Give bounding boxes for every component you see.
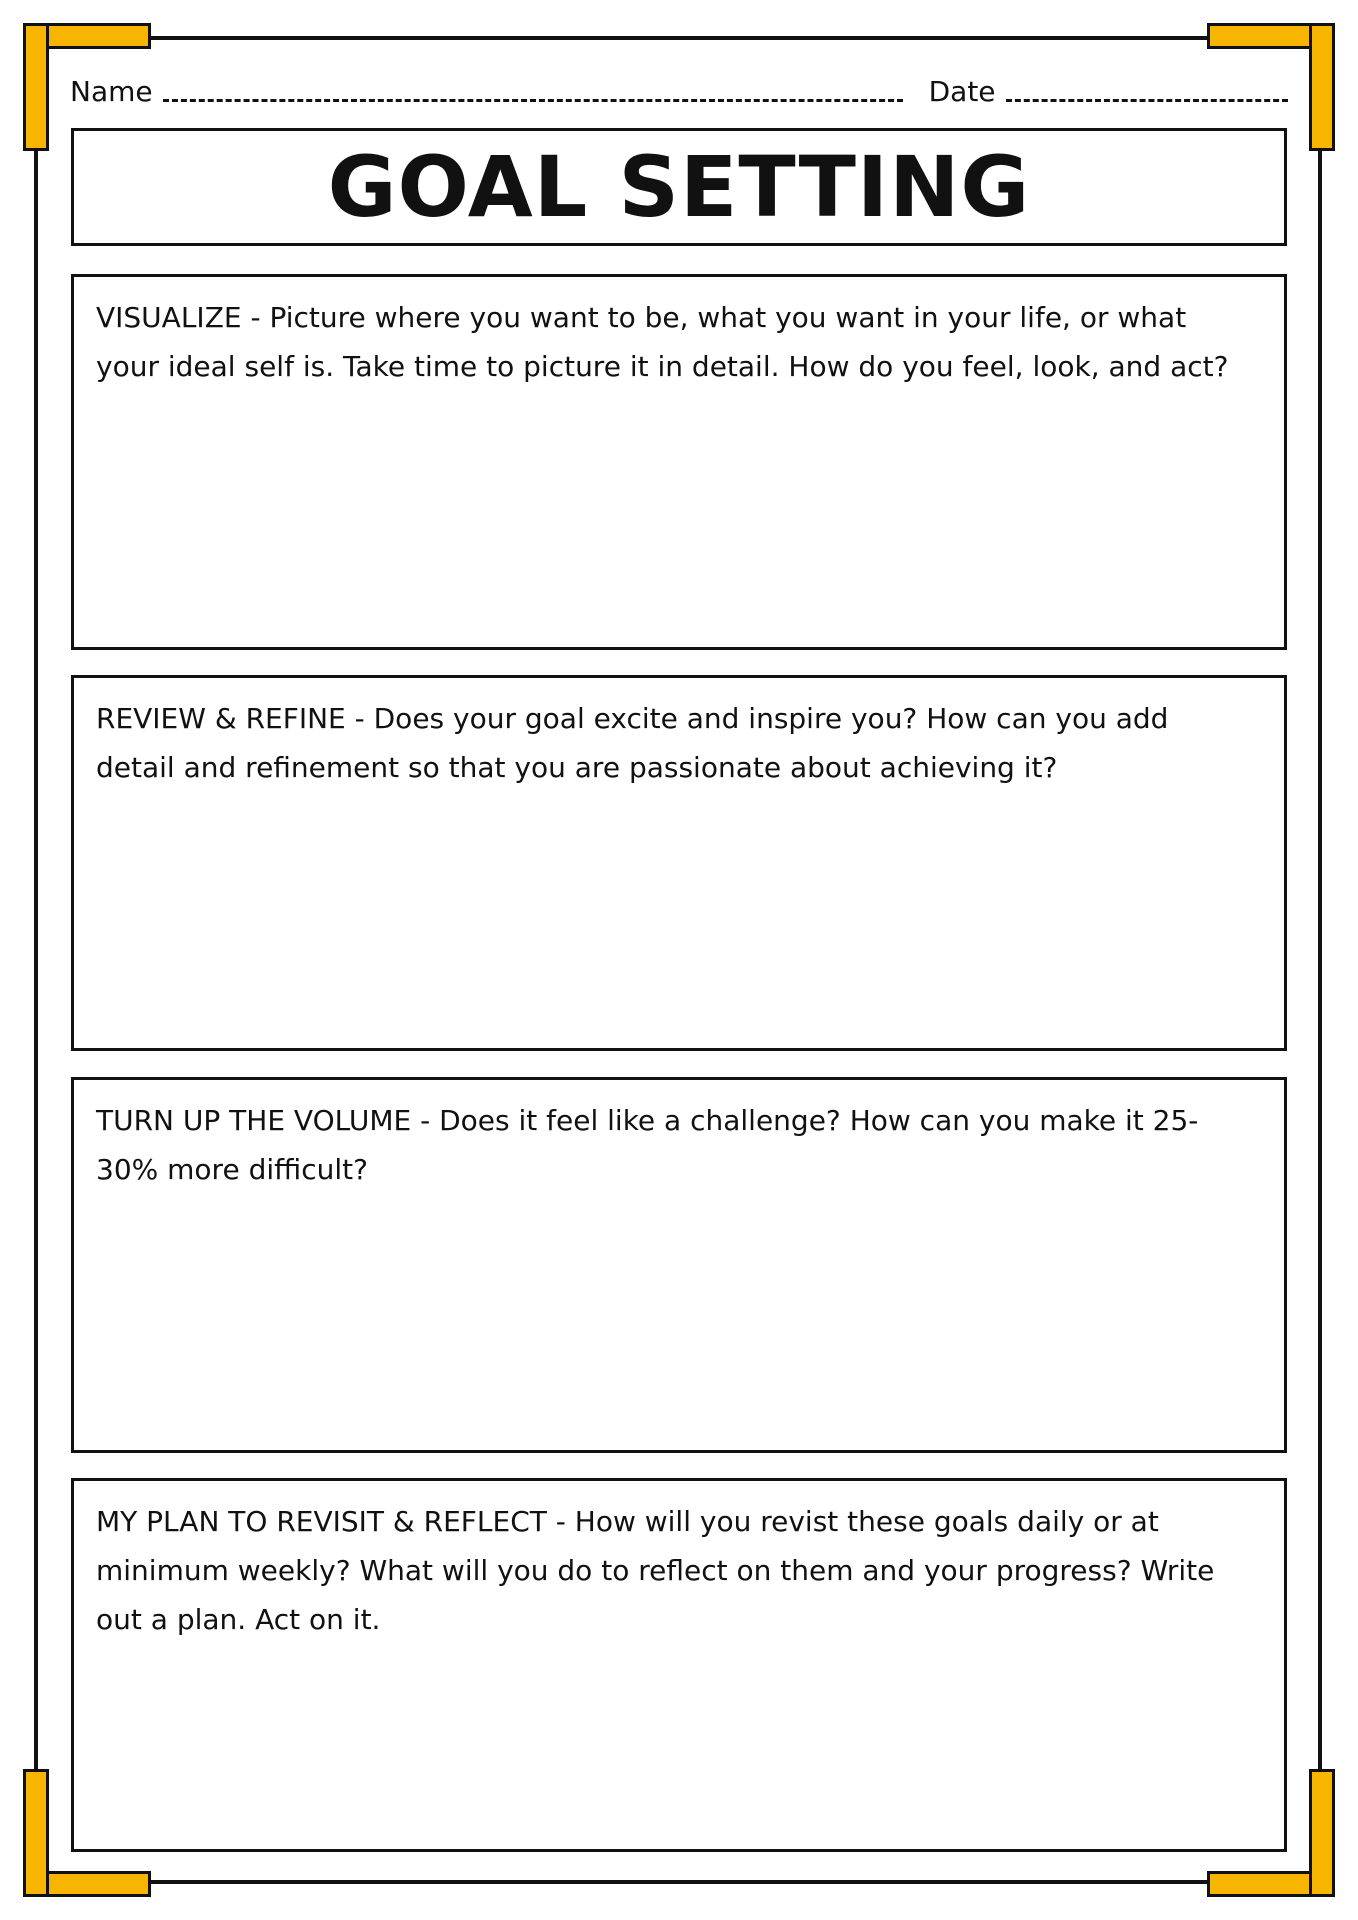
name-blank[interactable] — [163, 99, 903, 102]
page-title: GOAL SETTING — [327, 138, 1031, 236]
section-plan-revisit-reflect[interactable] — [71, 1478, 1287, 1852]
name-label: Name — [70, 75, 153, 108]
title-box — [71, 128, 1287, 246]
section-review-refine[interactable] — [71, 675, 1287, 1051]
date-blank[interactable] — [1006, 99, 1288, 102]
section-turn-up-volume-text: TURN UP THE VOLUME - Does it feel like a challenge? How can you make it 25-30% more difficult? — [96, 1104, 1199, 1186]
section-visualize-text: VISUALIZE - Picture where you want to be, what you want in your life, or what your ideal self is. Take time to picture it in detail. How do you feel, look, and act? — [96, 301, 1229, 383]
section-review-refine-text: REVIEW & REFINE - Does your goal excite and inspire you? How can you add detail and refinement so that you are passionate about achieving it? — [96, 702, 1169, 784]
section-turn-up-volume[interactable] — [71, 1077, 1287, 1453]
date-label: Date — [928, 75, 996, 108]
section-plan-revisit-reflect-text: MY PLAN TO REVISIT & REFLECT - How will you revist these goals daily or at minimum weekly? What will you do to reflect on them and your progress? Write out a plan. Act on it. — [96, 1505, 1215, 1636]
header-line — [70, 62, 1288, 110]
section-visualize[interactable] — [71, 274, 1287, 650]
